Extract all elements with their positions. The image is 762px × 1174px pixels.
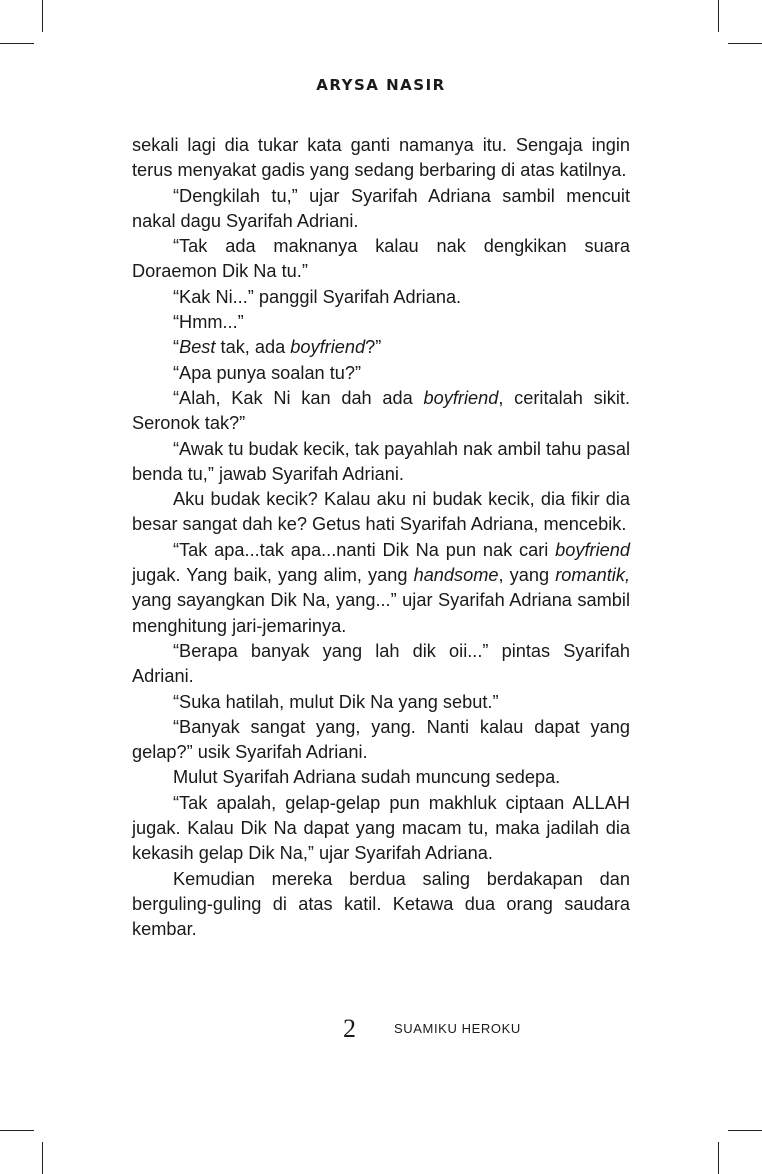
text-run: “Berapa banyak yang lah dik oii...” pintas Syarifah Adriani. [132,640,630,687]
body-text [132,133,630,943]
paragraph [132,184,630,235]
crop-mark [0,1130,34,1131]
crop-mark [728,1130,762,1131]
text-run: “Alah, Kak Ni kan dah ada [173,387,424,408]
paragraph [132,361,630,386]
text-run: “Awak tu budak kecik, tak payahlah nak ambil tahu pasal benda tu,” jawab Syarifah Adriani. [132,438,630,484]
running-footer-book-title: SUAMIKU HEROKU [394,1021,521,1036]
text-run: “Suka hatilah, mulut Dik Na yang sebut.” [173,691,499,712]
text-run: Aku budak kecik? Kalau aku ni budak kecik, dia fikir dia besar sangat dah ke? Getus hati Syarifah Adriana, mencebik. [132,489,630,535]
paragraph [132,690,630,715]
text-run: , ceritalah sikit. Seronok tak?” [132,387,631,434]
crop-mark [718,0,719,32]
paragraph [132,234,630,285]
text-run: “Banyak sangat yang, yang. Nanti kalau dapat yang gelap?” usik Syarifah Adriani. [132,716,630,763]
crop-mark [0,43,34,44]
italic-run: romantik, [555,565,630,586]
paragraph [132,487,630,538]
paragraph [132,335,630,360]
italic-run: boyfriend [423,387,499,408]
text-run: , yang [498,565,556,586]
italic-run: handsome [413,565,499,586]
crop-mark [728,43,762,44]
italic-run: boyfriend [290,337,366,358]
paragraph [132,791,630,867]
page-footer [0,1014,762,1044]
text-run: “Dengkilah tu,” ujar Syarifah Adriana sambil mencuit nakal dagu Syarifah Adriani. [132,185,630,231]
text-run: “Hmm...” [173,312,244,333]
italic-run: boyfriend [555,539,630,560]
text-run: “Apa punya soalan tu?” [173,362,362,383]
text-run: yang sayangkan Dik Na, yang...” ujar Syarifah Adriana sambil menghitung jari-jemarinya. [132,590,630,636]
paragraph [132,867,630,943]
paragraph [132,133,630,184]
crop-mark [718,1142,719,1174]
text-run: “Kak Ni...” panggil Syarifah Adriana. [173,286,462,307]
running-header-author: ARYSA NASIR [316,76,446,94]
paragraph [132,765,630,790]
text-run: “Tak apa...tak apa...nanti Dik Na pun nak cari [173,539,556,560]
text-run: Mulut Syarifah Adriana sudah muncung sedepa. [173,767,561,788]
text-run: sekali lagi dia tukar kata ganti namanya itu. Sengaja ingin terus menyakat gadis yang sedang berbaring di atas katilnya. [132,135,630,181]
paragraph [132,715,630,766]
paragraph [132,538,630,639]
text-run: “Tak apalah, gelap-gelap pun makhluk ciptaan ALLAH jugak. Kalau Dik Na dapat yang macam tu, maka jadilah dia kekasih gelap Dik Na,” ujar Syarifah Adriana. [132,792,630,864]
paragraph [132,310,630,335]
paragraph [132,437,630,488]
italic-run: Best [179,337,216,358]
crop-mark [42,1142,43,1174]
text-run: tak, ada [215,337,291,358]
text-run: ?” [365,337,382,358]
crop-mark [42,0,43,32]
text-run: “Tak ada maknanya kalau nak dengkikan suara Doraemon Dik Na tu.” [132,236,630,282]
text-run: jugak. Yang baik, yang alim, yang [132,565,414,586]
paragraph [132,386,630,437]
text-run: Kemudian mereka berdua saling berdakapan dan berguling-guling di atas katil. Ketawa dua orang saudara kembar. [132,868,630,940]
page-number: 2 [343,1014,356,1043]
text-run: “ [173,337,180,358]
paragraph [132,285,630,310]
paragraph [132,639,630,690]
